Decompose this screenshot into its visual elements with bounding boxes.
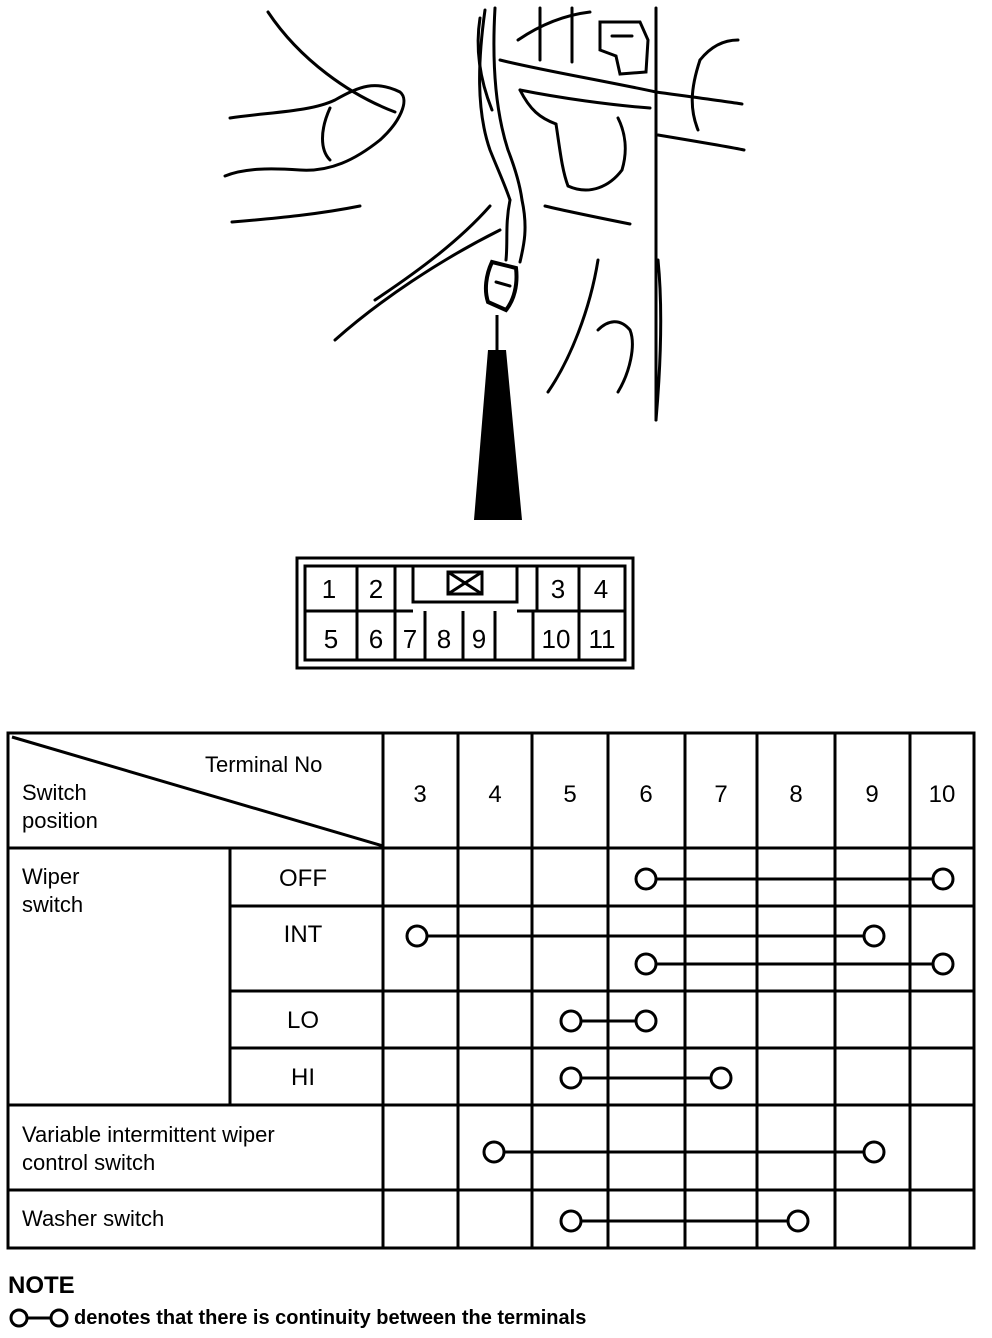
connector-pin-7: 7 xyxy=(402,624,418,654)
terminal-node-6 xyxy=(636,869,656,889)
position-hi: HI xyxy=(291,1064,315,1091)
continuity-link-5-7 xyxy=(561,1068,731,1088)
terminal-col-6: 6 xyxy=(639,781,653,808)
terminal-col-7: 7 xyxy=(714,781,728,808)
terminal-node-3 xyxy=(407,926,427,946)
terminal-col-4: 4 xyxy=(488,781,502,808)
connector-pin-8: 8 xyxy=(436,624,452,654)
washer-switch-label: Washer switch xyxy=(22,1206,165,1231)
terminal-no-header: Terminal No xyxy=(205,752,323,777)
connector-pin-2: 2 xyxy=(368,574,384,604)
connector-pin-6: 6 xyxy=(368,624,384,654)
terminal-col-5: 5 xyxy=(563,781,577,808)
variable-switch-label-2: control switch xyxy=(22,1150,156,1175)
terminal-node-10 xyxy=(933,869,953,889)
terminal-col-10: 10 xyxy=(928,781,956,808)
terminal-node-5 xyxy=(561,1068,581,1088)
connector-face-view xyxy=(295,556,635,670)
connector-pin-3: 3 xyxy=(550,574,566,604)
terminal-node-5 xyxy=(561,1211,581,1231)
variable-switch-label-1: Variable intermittent wiper xyxy=(22,1122,275,1147)
terminal-col-3: 3 xyxy=(413,781,427,808)
note-title: NOTE xyxy=(8,1272,75,1299)
terminal-node-5 xyxy=(561,1011,581,1031)
terminal-node-6 xyxy=(636,954,656,974)
wiper-switch-label-1: Wiper xyxy=(22,864,80,889)
wiper-switch-label-2: switch xyxy=(22,892,84,917)
switch-header: Switch xyxy=(22,780,87,805)
terminal-node-10 xyxy=(933,954,953,974)
terminal-node-7 xyxy=(711,1068,731,1088)
terminal-node-8 xyxy=(788,1211,808,1231)
terminal-col-9: 9 xyxy=(865,781,879,808)
connector-pin-9: 9 xyxy=(471,624,487,654)
terminal-node-9 xyxy=(864,1142,884,1162)
connector-pin-10: 10 xyxy=(541,624,571,654)
position-int: INT xyxy=(283,921,323,948)
terminal-node-4 xyxy=(484,1142,504,1162)
terminal-col-8: 8 xyxy=(789,781,803,808)
position-header: position xyxy=(22,808,98,833)
terminal-node-6 xyxy=(636,1011,656,1031)
position-off: OFF xyxy=(279,865,327,892)
continuity-link-3-9 xyxy=(407,926,884,946)
note-line xyxy=(8,1306,586,1330)
connector-pin-1: 1 xyxy=(321,574,337,604)
continuity-symbol-icon xyxy=(8,1306,70,1330)
terminal-node-9 xyxy=(864,926,884,946)
note-text: denotes that there is continuity between the terminals xyxy=(74,1306,587,1329)
connector-pin-11: 11 xyxy=(588,624,616,654)
connector-pin-5: 5 xyxy=(323,624,339,654)
continuity-table xyxy=(0,730,992,1254)
connector-pin-4: 4 xyxy=(593,574,609,604)
steering-column-illustration xyxy=(0,0,992,530)
position-lo: LO xyxy=(286,1007,320,1034)
